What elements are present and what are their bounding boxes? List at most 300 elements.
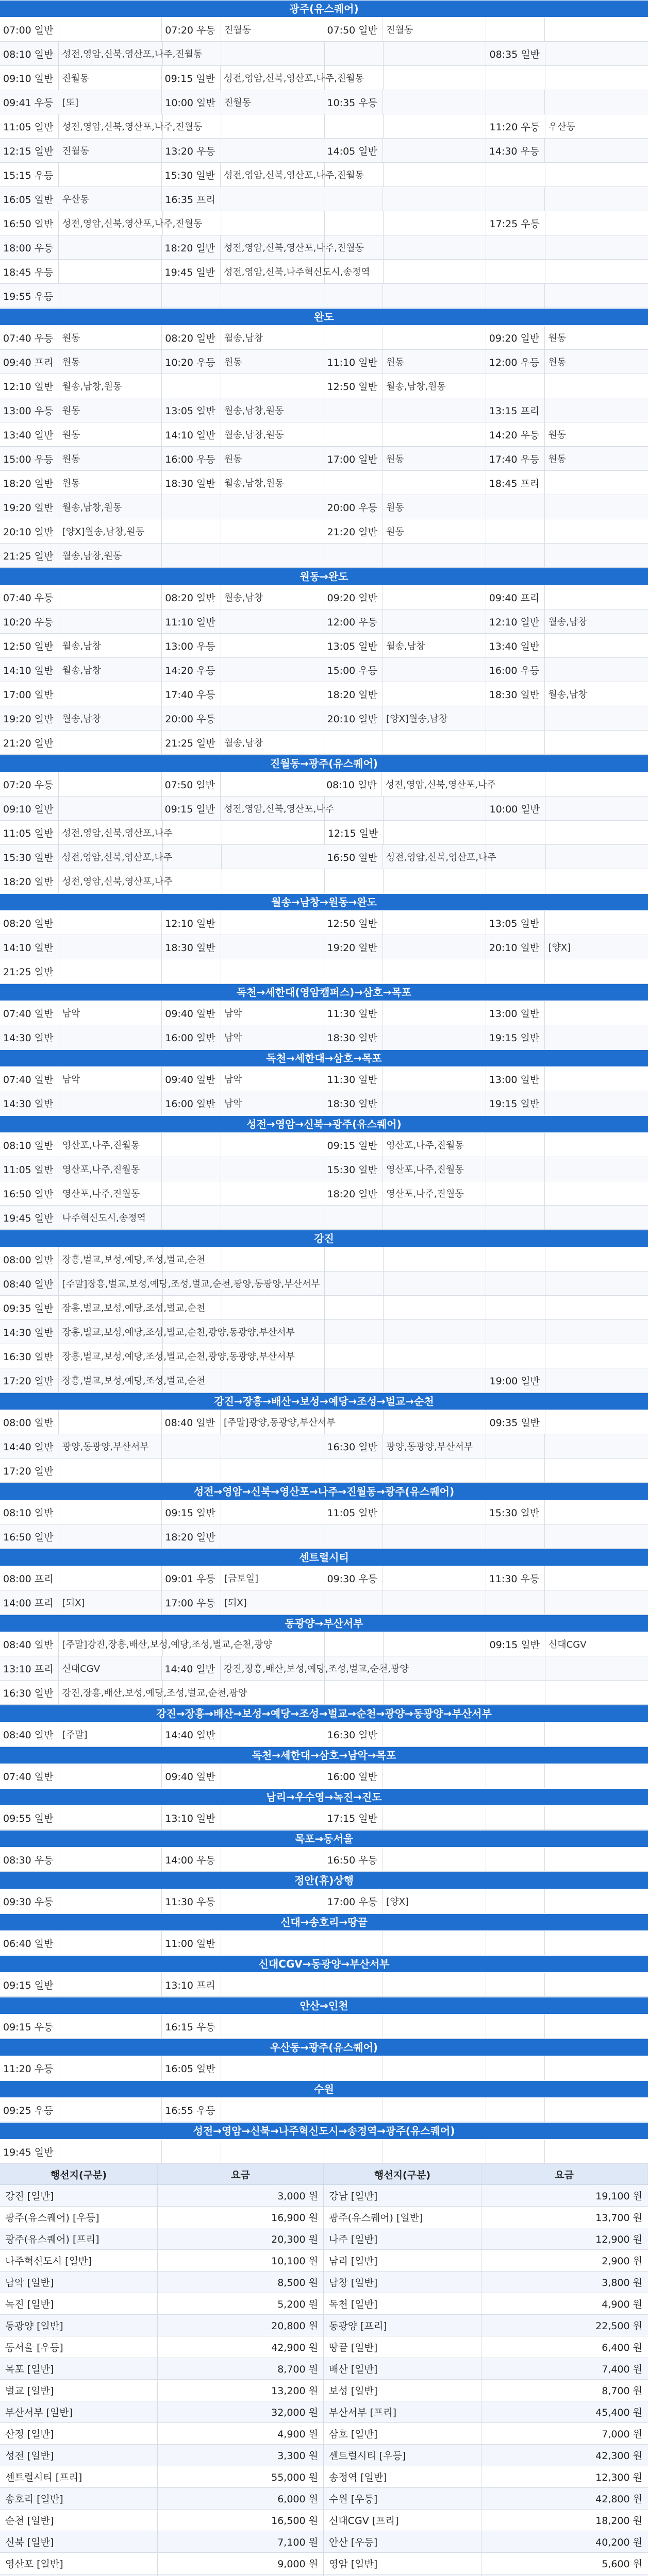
- departure-time: 16:30 일반: [324, 1434, 384, 1458]
- departure-time: 14:40 일반: [162, 1722, 221, 1746]
- departure-time: [486, 1157, 545, 1181]
- fare-destination: 땅끝 [일반]: [324, 2336, 481, 2358]
- stops-note: 원동: [221, 447, 324, 470]
- schedule-row: [0, 1656, 648, 1681]
- departure-time: [162, 374, 221, 398]
- stops-note: [545, 911, 648, 935]
- fare-amount: 8,500 원: [158, 2272, 324, 2293]
- departure-time: 09:30 우등: [324, 1566, 384, 1590]
- fare-destination: 부산서부 [프리]: [324, 2401, 481, 2422]
- schedule-row: [0, 235, 648, 260]
- departure-time: 09:15 일반: [0, 1973, 59, 1996]
- stops-note: 성전,영암,신북,영산포,나주,진월동: [221, 66, 325, 90]
- departure-time: [162, 1459, 221, 1482]
- schedule-row: [0, 1848, 648, 1872]
- schedule-row: [0, 869, 648, 893]
- stops-note: [222, 114, 325, 138]
- departure-time: 19:55 우등: [0, 284, 59, 308]
- departure-time: 12:00 우등: [486, 350, 545, 374]
- departure-time: 14:40 일반: [0, 1434, 59, 1458]
- stops-note: [545, 1206, 648, 1229]
- stops-note: [545, 66, 648, 90]
- departure-time: [486, 1247, 545, 1271]
- stops-note: [545, 1001, 648, 1025]
- schedule-row: [0, 1025, 648, 1049]
- fare-amount: 20,300 원: [158, 2228, 324, 2249]
- stops-note: 원동: [59, 398, 162, 422]
- departure-time: 17:00 일반: [0, 682, 59, 706]
- departure-time: 08:40 일반: [0, 1632, 59, 1656]
- departure-time: [486, 959, 545, 983]
- stops-note: [221, 1133, 324, 1157]
- departure-time: [486, 66, 545, 90]
- departure-time: 14:00 우등: [162, 1848, 221, 1871]
- departure-time: 09:15 일반: [162, 1500, 221, 1524]
- departure-time: 18:20 일반: [0, 869, 59, 893]
- departure-time: 09:40 일반: [162, 1001, 221, 1025]
- stops-note: [545, 1500, 648, 1524]
- departure-time: 08:40 일반: [0, 1722, 59, 1746]
- fare-row: [0, 2380, 648, 2401]
- departure-time: 09:41 우등: [0, 90, 59, 114]
- departure-time: 09:15 일반: [162, 66, 221, 90]
- fare-destination: 센트럴시티 [우등]: [324, 2445, 481, 2466]
- departure-time: 15:00 우등: [0, 447, 59, 470]
- stops-note: [384, 163, 486, 187]
- departure-time: 16:05 일반: [0, 187, 59, 211]
- stops-note: [221, 495, 324, 519]
- departure-time: [163, 869, 222, 893]
- departure-time: 11:05 일반: [0, 114, 59, 138]
- departure-time: 16:00 일반: [162, 1025, 221, 1049]
- fare-amount: 5,600 원: [602, 2558, 642, 2570]
- route-title: 월송→남창→원동→완도: [0, 893, 648, 911]
- stops-note: [59, 260, 161, 283]
- schedule-row: [0, 1590, 648, 1615]
- stops-note: [221, 682, 324, 706]
- stops-note: 원동: [383, 519, 486, 543]
- departure-time: 09:15 일반: [162, 796, 221, 820]
- stops-note: [221, 1806, 324, 1829]
- stops-note: 월송,남창: [59, 706, 162, 730]
- departure-time: [486, 260, 545, 283]
- departure-time: 15:15 우등: [0, 163, 59, 187]
- departure-time: [486, 1722, 545, 1746]
- schedule-row: [0, 187, 648, 211]
- departure-time: 18:20 일반: [162, 235, 221, 259]
- stops-note: [545, 1368, 648, 1392]
- departure-time: 10:20 우등: [0, 609, 59, 633]
- fare-destination: 송호리 [일반]: [0, 2488, 158, 2509]
- departure-time: [162, 1133, 221, 1157]
- stops-note: [되X]: [221, 1590, 324, 1614]
- schedule-row: [0, 682, 648, 706]
- fare-destination: 남리 [일반]: [324, 2250, 481, 2271]
- schedule-row: [0, 1272, 648, 1296]
- departure-time: 13:10 프리: [162, 1973, 221, 1996]
- fare-amount: 8,700 원: [602, 2385, 642, 2397]
- stops-note: 월송,남창,원동: [383, 374, 486, 398]
- stops-note: [221, 1500, 324, 1524]
- stops-note: [59, 2014, 162, 2038]
- departure-time: 09:30 우등: [0, 1889, 59, 1913]
- stops-note: [545, 495, 648, 519]
- departure-time: [324, 326, 384, 349]
- stops-note: [383, 1524, 486, 1548]
- departure-time: 13:00 우등: [162, 634, 221, 657]
- departure-time: [486, 1272, 545, 1295]
- stops-note: [384, 821, 486, 844]
- departure-time: 11:20 우등: [486, 114, 545, 138]
- schedule-row: [0, 821, 648, 845]
- stops-note: [222, 821, 325, 844]
- departure-time: 13:05 일반: [324, 634, 384, 657]
- departure-time: 09:15 우등: [0, 2014, 59, 2038]
- departure-time: 12:10 일반: [0, 374, 59, 398]
- route-title: 센트럴시티: [0, 1549, 648, 1566]
- stops-note: [383, 326, 486, 349]
- departure-time: [325, 1296, 384, 1319]
- stops-note: 장흥,벌교,보성,예당,조성,벌교,순천,광양,동광양,부산서부: [59, 1344, 163, 1368]
- departure-time: 19:20 일반: [0, 495, 59, 519]
- stops-note: [545, 1025, 648, 1049]
- departure-time: [486, 2056, 545, 2080]
- stops-note: [545, 821, 648, 844]
- departure-time: 19:00 일반: [486, 1368, 545, 1392]
- stops-note: [383, 658, 486, 682]
- departure-time: 14:10 일반: [0, 935, 59, 959]
- stops-note: 성전,영암,신북,영산포,나주: [59, 845, 163, 869]
- departure-time: 08:40 일반: [162, 1410, 221, 1434]
- fare-row: [0, 2488, 648, 2510]
- stops-note: 월송,남창: [221, 731, 324, 754]
- departure-time: [324, 1590, 384, 1614]
- stops-note: [221, 2014, 324, 2038]
- departure-time: 16:00 일반: [162, 1091, 221, 1115]
- route-title: 수원: [0, 2080, 648, 2098]
- departure-time: 07:40 일반: [0, 1001, 59, 1025]
- departure-time: 20:00 우등: [324, 495, 384, 519]
- stops-note: [384, 1368, 486, 1392]
- stops-note: [383, 609, 486, 633]
- departure-time: 16:50 일반: [0, 1524, 59, 1548]
- departure-time: [486, 1590, 545, 1614]
- departure-time: 08:20 일반: [162, 326, 221, 349]
- fare-row: [0, 2336, 648, 2358]
- stops-note: 성전,영암,신북,영산포,나주,진월동: [59, 211, 163, 235]
- departure-time: 07:50 일반: [324, 18, 384, 41]
- departure-time: [486, 1681, 545, 1704]
- departure-time: 17:00 일반: [324, 447, 384, 470]
- stops-note: [546, 845, 648, 869]
- stops-note: [221, 544, 324, 567]
- departure-time: [324, 284, 384, 308]
- stops-note: 진월동: [383, 18, 486, 41]
- stops-note: [221, 374, 324, 398]
- departure-time: [324, 731, 384, 754]
- schedule-row: [0, 706, 648, 731]
- departure-time: 09:35 일반: [0, 1296, 59, 1319]
- fare-amount: 13,700 원: [595, 2212, 642, 2224]
- stops-note: [되X]: [59, 1590, 162, 1614]
- departure-time: [324, 1524, 384, 1548]
- route-title: 신대CGV→동광양→부산서부: [0, 1955, 648, 1973]
- stops-note: [221, 1848, 324, 1871]
- route-title: 목포→동서울: [0, 1830, 648, 1848]
- route-title: 독천→세한대(영암캠퍼스)→삼호→목포: [0, 984, 648, 1001]
- schedule-row: [0, 772, 648, 796]
- departure-time: 19:15 일반: [486, 1025, 545, 1049]
- fare-row: [0, 2358, 648, 2380]
- stops-note: [384, 796, 486, 820]
- departure-time: 07:40 일반: [0, 1764, 59, 1788]
- fare-destination: 수원 [우등]: [324, 2488, 481, 2509]
- departure-time: 19:15 일반: [486, 1091, 545, 1115]
- departure-time: [486, 1806, 545, 1829]
- departure-time: 14:10 일반: [162, 422, 221, 446]
- stops-note: [384, 1272, 486, 1295]
- fare-destination: 송정역 [일반]: [324, 2466, 481, 2487]
- departure-time: [325, 1656, 384, 1680]
- stops-note: [545, 187, 648, 211]
- departure-time: 11:20 우등: [0, 2056, 59, 2080]
- route-section: [0, 1747, 648, 1788]
- stops-note: [383, 471, 486, 495]
- route-section: [0, 1955, 648, 1997]
- route-title: 성전→영암→신북→영산포→나주→진월동→광주(유스퀘어): [0, 1483, 648, 1500]
- departure-time: [324, 1459, 384, 1482]
- schedule-row: [0, 1459, 648, 1483]
- departure-time: 09:15 일반: [324, 1133, 384, 1157]
- stops-note: 나주혁신도시,송정역: [59, 1206, 162, 1229]
- schedule-row: [0, 585, 648, 609]
- stops-note: [59, 1566, 162, 1590]
- departure-time: 16:50 일반: [324, 845, 383, 869]
- departure-time: [163, 1368, 222, 1392]
- fare-row: [0, 2272, 648, 2293]
- departure-time: 09:40 프리: [486, 585, 545, 609]
- stops-note: [59, 772, 161, 796]
- stops-note: 우산동: [548, 122, 576, 132]
- route-section: [0, 1830, 648, 1872]
- departure-time: 16:50 우등: [324, 1848, 384, 1871]
- stops-note: [222, 1320, 325, 1344]
- schedule-row: [0, 1067, 648, 1091]
- route-section: [0, 0, 648, 308]
- stops-note: [양X]: [548, 942, 571, 953]
- fare-amount: 55,000 원: [158, 2466, 324, 2487]
- stops-note: 진월동: [221, 90, 324, 114]
- stops-note: 성전,영암,신북,영산포,나주: [221, 796, 325, 820]
- route-section: [0, 308, 648, 568]
- fare-destination: 센트럴시티 [프리]: [0, 2466, 158, 2487]
- departure-time: [486, 869, 545, 893]
- route-section: [0, 1483, 648, 1549]
- stops-note: [221, 609, 324, 633]
- departure-time: [325, 869, 384, 893]
- departure-time: 11:10 일반: [324, 350, 384, 374]
- departure-time: [163, 1247, 222, 1271]
- stops-note: [222, 1272, 325, 1295]
- stops-note: [383, 422, 486, 446]
- fare-destination: 목포 [일반]: [0, 2358, 158, 2379]
- departure-time: 11:00 일반: [162, 1931, 221, 1955]
- departure-time: [325, 1632, 384, 1656]
- stops-note: [221, 706, 324, 730]
- stops-note: [221, 1764, 324, 1788]
- schedule-row: [0, 1247, 648, 1272]
- departure-time: 10:35 우등: [324, 90, 384, 114]
- fare-amount: 5,200 원: [158, 2293, 324, 2314]
- departure-time: 17:25 우등: [486, 211, 545, 235]
- departure-time: 09:55 일반: [0, 1806, 59, 1829]
- route-title: 강진→장흥→배산→보성→예당→조성→벌교→순천→광양→동광양→부산서부: [0, 1705, 648, 1722]
- stops-note: [59, 1459, 162, 1482]
- stops-note: 월송,남창: [221, 585, 324, 609]
- departure-time: 09:10 일반: [0, 66, 59, 90]
- stops-note: [59, 585, 162, 609]
- stops-note: [545, 1656, 648, 1680]
- stops-note: [545, 1157, 648, 1181]
- departure-time: 13:40 일반: [0, 422, 59, 446]
- schedule-row: [0, 796, 648, 821]
- fare-destination: 신북 [일반]: [0, 2531, 158, 2552]
- stops-note: [222, 1247, 325, 1271]
- departure-time: 17:20 일반: [0, 1368, 59, 1392]
- stops-note: 월송,남창: [59, 658, 162, 682]
- departure-time: 21:20 일반: [0, 731, 59, 754]
- route-section: [0, 1049, 648, 1115]
- departure-time: [325, 163, 384, 187]
- departure-time: 16:00 우등: [486, 658, 545, 682]
- departure-time: [486, 1296, 545, 1319]
- schedule-row: [0, 260, 648, 284]
- stops-note: [384, 260, 486, 283]
- schedule-row: [0, 1500, 648, 1524]
- stops-note: [384, 1681, 486, 1704]
- stops-note: [383, 682, 486, 706]
- departure-time: 14:20 우등: [486, 422, 545, 446]
- stops-note: [383, 1931, 486, 1955]
- stops-note: [221, 1181, 324, 1205]
- stops-note: [383, 139, 486, 162]
- route-title: 독천→세한대→삼호→목포: [0, 1049, 648, 1067]
- departure-time: 09:25 우등: [0, 2098, 59, 2122]
- stops-note: [383, 1848, 486, 1871]
- stops-note: [545, 374, 648, 398]
- departure-time: 07:50 일반: [162, 772, 221, 796]
- departure-time: [162, 544, 221, 567]
- stops-note: [545, 1973, 648, 1996]
- schedule-row: [0, 398, 648, 422]
- departure-time: [325, 114, 384, 138]
- stops-note: 원동: [383, 350, 486, 374]
- departure-time: [486, 284, 545, 308]
- departure-time: 18:30 일반: [162, 935, 221, 959]
- stops-note: [주말]장흥,벌교,보성,예당,조성,벌교,순천,광양,동광양,부산서부: [59, 1272, 163, 1295]
- departure-time: 20:10 일반: [0, 519, 59, 543]
- stops-note: 원동: [383, 447, 486, 470]
- departure-time: 16:00 일반: [324, 1764, 384, 1788]
- fare-header-cell: 요금: [158, 2164, 324, 2184]
- stops-note: 광양,동광양,부산서부: [383, 1434, 486, 1458]
- fare-amount: 18,200 원: [595, 2515, 642, 2527]
- fare-amount: 22,500 원: [595, 2320, 642, 2332]
- stops-note: 우산동: [59, 187, 162, 211]
- departure-time: 12:50 일반: [324, 374, 384, 398]
- departure-time: [486, 1764, 545, 1788]
- route-title: 원동→완도: [0, 568, 648, 585]
- departure-time: [324, 959, 384, 983]
- fare-destination: 녹진 [일반]: [0, 2293, 158, 2314]
- departure-time: [486, 1524, 545, 1548]
- stops-note: [59, 1410, 161, 1434]
- fare-destination: 강진 [일반]: [0, 2185, 158, 2206]
- departure-time: [324, 2098, 384, 2122]
- stops-note: [222, 1681, 325, 1704]
- stops-note: [383, 2140, 486, 2163]
- route-section: [0, 1615, 648, 1705]
- fare-amount: 16,500 원: [158, 2510, 324, 2531]
- stops-note: [545, 1764, 648, 1788]
- schedule-row: [0, 18, 648, 42]
- stops-note: [545, 2056, 648, 2080]
- stops-note: 강진,장흥,배산,보성,예당,조성,벌교,순천,광양: [59, 1681, 163, 1704]
- departure-time: 16:05 일반: [162, 2056, 221, 2080]
- route-section: [0, 1393, 648, 1483]
- stops-note: 월송,남창: [548, 689, 587, 700]
- route-section: [0, 2122, 648, 2164]
- departure-time: 20:10 일반: [324, 706, 384, 730]
- route-title: 완도: [0, 308, 648, 326]
- stops-note: [또]: [59, 90, 162, 114]
- departure-time: 18:30 일반: [486, 682, 545, 706]
- stops-note: 성전,영암,신북,영산포,나주,진월동: [221, 163, 325, 187]
- departure-time: 09:35 일반: [486, 1410, 545, 1434]
- fare-destination: 나주 [일반]: [324, 2228, 481, 2249]
- departure-time: [486, 1181, 545, 1205]
- schedule-row: [0, 284, 648, 308]
- stops-note: [545, 1247, 648, 1271]
- fare-destination: 성전 [일반]: [0, 2445, 158, 2466]
- fare-destination: 강남 [일반]: [324, 2185, 481, 2206]
- stops-note: [384, 1632, 486, 1656]
- stops-note: [59, 1524, 162, 1548]
- departure-time: [325, 1320, 384, 1344]
- departure-time: [486, 706, 545, 730]
- stops-note: [545, 1681, 648, 1704]
- stops-note: [59, 1500, 162, 1524]
- departure-time: [486, 1931, 545, 1955]
- stops-note: [222, 1632, 325, 1656]
- schedule-row: [0, 374, 648, 398]
- stops-note: [383, 911, 486, 935]
- stops-note: [59, 731, 162, 754]
- route-section: [0, 1788, 648, 1830]
- fare-destination: 영산포 [일반]: [0, 2553, 158, 2574]
- stops-note: [383, 585, 486, 609]
- schedule-row: [0, 422, 648, 447]
- departure-time: 18:45 우등: [0, 260, 59, 283]
- stops-note: [383, 1025, 486, 1049]
- departure-time: [162, 1157, 221, 1181]
- schedule-row: [0, 959, 648, 984]
- stops-note: [545, 731, 648, 754]
- fare-destination: 벌교 [일반]: [0, 2380, 158, 2401]
- schedule-row: [0, 1368, 648, 1393]
- stops-note: [545, 634, 648, 657]
- departure-time: 08:00 일반: [0, 1247, 59, 1271]
